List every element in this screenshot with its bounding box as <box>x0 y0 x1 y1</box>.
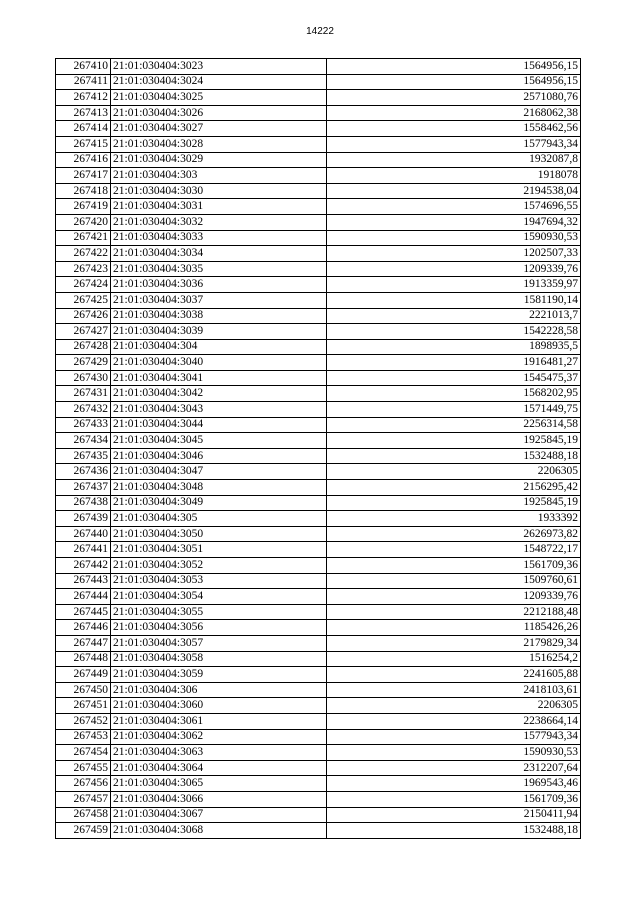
registry-table-body <box>56 59 581 839</box>
value-cell: 1558462,56 <box>327 121 581 137</box>
value-cell: 1571449,75 <box>327 402 581 418</box>
value-cell: 1561709,36 <box>327 791 581 807</box>
table-row <box>56 480 581 496</box>
value-cell: 1542228,58 <box>327 324 581 340</box>
cadastral-number-cell: 21:01:030404:3040 <box>111 355 327 371</box>
value-cell: 1916481,27 <box>327 355 581 371</box>
value-cell: 1568202,95 <box>327 386 581 402</box>
value-cell: 1209339,76 <box>327 261 581 277</box>
value-cell: 2418103,61 <box>327 682 581 698</box>
value-cell: 1545475,37 <box>327 370 581 386</box>
table-row <box>56 59 581 75</box>
row-number-cell: 267424 <box>56 277 111 293</box>
row-number-cell: 267426 <box>56 308 111 324</box>
cadastral-number-cell: 21:01:030404:3031 <box>111 199 327 215</box>
table-row <box>56 807 581 823</box>
value-cell: 2150411,94 <box>327 807 581 823</box>
cadastral-number-cell: 21:01:030404:3044 <box>111 417 327 433</box>
value-cell: 1581190,14 <box>327 292 581 308</box>
value-cell: 1577943,34 <box>327 136 581 152</box>
cadastral-number-cell: 21:01:030404:306 <box>111 682 327 698</box>
cadastral-number-cell: 21:01:030404:3030 <box>111 183 327 199</box>
row-number-cell: 267457 <box>56 791 111 807</box>
row-number-cell: 267418 <box>56 183 111 199</box>
table-row <box>56 324 581 340</box>
row-number-cell: 267441 <box>56 542 111 558</box>
value-cell: 2212188,48 <box>327 604 581 620</box>
table-row <box>56 105 581 121</box>
cadastral-number-cell: 21:01:030404:3048 <box>111 480 327 496</box>
value-cell: 2156295,42 <box>327 480 581 496</box>
table-row <box>56 152 581 168</box>
table-row <box>56 214 581 230</box>
row-number-cell: 267440 <box>56 526 111 542</box>
value-cell: 2221013,7 <box>327 308 581 324</box>
cadastral-number-cell: 21:01:030404:3053 <box>111 573 327 589</box>
row-number-cell: 267438 <box>56 495 111 511</box>
row-number-cell: 267416 <box>56 152 111 168</box>
row-number-cell: 267443 <box>56 573 111 589</box>
table-row <box>56 589 581 605</box>
value-cell: 1947694,32 <box>327 214 581 230</box>
value-cell: 1590930,53 <box>327 745 581 761</box>
table-row <box>56 698 581 714</box>
cadastral-number-cell: 21:01:030404:3058 <box>111 651 327 667</box>
cadastral-number-cell: 21:01:030404:3029 <box>111 152 327 168</box>
value-cell: 1898935,5 <box>327 339 581 355</box>
row-number-cell: 267442 <box>56 558 111 574</box>
cadastral-number-cell: 21:01:030404:3045 <box>111 433 327 449</box>
table-row <box>56 90 581 106</box>
table-row <box>56 729 581 745</box>
cadastral-number-cell: 21:01:030404:303 <box>111 168 327 184</box>
cadastral-number-cell: 21:01:030404:3037 <box>111 292 327 308</box>
table-row <box>56 121 581 137</box>
table-row <box>56 339 581 355</box>
value-cell: 2241605,88 <box>327 667 581 683</box>
row-number-cell: 267429 <box>56 355 111 371</box>
cadastral-number-cell: 21:01:030404:3057 <box>111 635 327 651</box>
value-cell: 2179829,34 <box>327 635 581 651</box>
table-row <box>56 526 581 542</box>
cadastral-number-cell: 21:01:030404:3028 <box>111 136 327 152</box>
row-number-cell: 267433 <box>56 417 111 433</box>
table-row <box>56 386 581 402</box>
row-number-cell: 267420 <box>56 214 111 230</box>
table-row <box>56 433 581 449</box>
cadastral-number-cell: 21:01:030404:3042 <box>111 386 327 402</box>
value-cell: 1561709,36 <box>327 558 581 574</box>
cadastral-number-cell: 21:01:030404:3061 <box>111 713 327 729</box>
row-number-cell: 267411 <box>56 74 111 90</box>
table-row <box>56 402 581 418</box>
table-row <box>56 74 581 90</box>
value-cell: 1532488,18 <box>327 823 581 839</box>
value-cell: 1574696,55 <box>327 199 581 215</box>
row-number-cell: 267458 <box>56 807 111 823</box>
value-cell: 1532488,18 <box>327 448 581 464</box>
value-cell: 1202507,33 <box>327 246 581 262</box>
cadastral-number-cell: 21:01:030404:3068 <box>111 823 327 839</box>
cadastral-number-cell: 21:01:030404:3054 <box>111 589 327 605</box>
value-cell: 1209339,76 <box>327 589 581 605</box>
row-number-cell: 267459 <box>56 823 111 839</box>
row-number-cell: 267421 <box>56 230 111 246</box>
table-row <box>56 261 581 277</box>
table-row <box>56 495 581 511</box>
row-number-cell: 267451 <box>56 698 111 714</box>
table-row <box>56 745 581 761</box>
table-row <box>56 667 581 683</box>
value-cell: 2168062,38 <box>327 105 581 121</box>
value-cell: 1548722,17 <box>327 542 581 558</box>
row-number-cell: 267412 <box>56 90 111 106</box>
table-row <box>56 791 581 807</box>
row-number-cell: 267419 <box>56 199 111 215</box>
table-row <box>56 558 581 574</box>
row-number-cell: 267435 <box>56 448 111 464</box>
row-number-cell: 267439 <box>56 511 111 527</box>
table-row <box>56 417 581 433</box>
cadastral-number-cell: 21:01:030404:3065 <box>111 776 327 792</box>
value-cell: 1932087,8 <box>327 152 581 168</box>
value-cell: 1516254,2 <box>327 651 581 667</box>
registry-table <box>55 58 581 839</box>
row-number-cell: 267414 <box>56 121 111 137</box>
row-number-cell: 267415 <box>56 136 111 152</box>
table-row <box>56 183 581 199</box>
cadastral-number-cell: 21:01:030404:3056 <box>111 620 327 636</box>
value-cell: 1185426,26 <box>327 620 581 636</box>
table-row <box>56 620 581 636</box>
value-cell: 2194538,04 <box>327 183 581 199</box>
table-row <box>56 651 581 667</box>
cadastral-number-cell: 21:01:030404:3051 <box>111 542 327 558</box>
cadastral-number-cell: 21:01:030404:3063 <box>111 745 327 761</box>
row-number-cell: 267454 <box>56 745 111 761</box>
row-number-cell: 267445 <box>56 604 111 620</box>
row-number-cell: 267453 <box>56 729 111 745</box>
row-number-cell: 267434 <box>56 433 111 449</box>
table-row <box>56 230 581 246</box>
row-number-cell: 267432 <box>56 402 111 418</box>
cadastral-number-cell: 21:01:030404:304 <box>111 339 327 355</box>
cadastral-number-cell: 21:01:030404:3036 <box>111 277 327 293</box>
row-number-cell: 267452 <box>56 713 111 729</box>
cadastral-number-cell: 21:01:030404:3024 <box>111 74 327 90</box>
cadastral-number-cell: 21:01:030404:3026 <box>111 105 327 121</box>
cadastral-number-cell: 21:01:030404:3038 <box>111 308 327 324</box>
value-cell: 1913359,97 <box>327 277 581 293</box>
value-cell: 2256314,58 <box>327 417 581 433</box>
value-cell: 1590930,53 <box>327 230 581 246</box>
row-number-cell: 267413 <box>56 105 111 121</box>
table-row <box>56 355 581 371</box>
row-number-cell: 267428 <box>56 339 111 355</box>
table-row <box>56 292 581 308</box>
table-row <box>56 682 581 698</box>
table-row <box>56 573 581 589</box>
cadastral-number-cell: 21:01:030404:3050 <box>111 526 327 542</box>
row-number-cell: 267430 <box>56 370 111 386</box>
row-number-cell: 267423 <box>56 261 111 277</box>
row-number-cell: 267436 <box>56 464 111 480</box>
cadastral-number-cell: 21:01:030404:3025 <box>111 90 327 106</box>
value-cell: 1577943,34 <box>327 729 581 745</box>
table-row <box>56 823 581 839</box>
row-number-cell: 267450 <box>56 682 111 698</box>
table-row <box>56 542 581 558</box>
cadastral-number-cell: 21:01:030404:305 <box>111 511 327 527</box>
value-cell: 1509760,61 <box>327 573 581 589</box>
table-row <box>56 448 581 464</box>
cadastral-number-cell: 21:01:030404:3062 <box>111 729 327 745</box>
table-row <box>56 511 581 527</box>
cadastral-number-cell: 21:01:030404:3033 <box>111 230 327 246</box>
value-cell: 1564956,15 <box>327 59 581 75</box>
cadastral-number-cell: 21:01:030404:3059 <box>111 667 327 683</box>
row-number-cell: 267456 <box>56 776 111 792</box>
cadastral-number-cell: 21:01:030404:3027 <box>111 121 327 137</box>
cadastral-number-cell: 21:01:030404:3039 <box>111 324 327 340</box>
table-row <box>56 464 581 480</box>
value-cell: 2206305 <box>327 464 581 480</box>
cadastral-number-cell: 21:01:030404:3049 <box>111 495 327 511</box>
table-row <box>56 370 581 386</box>
row-number-cell: 267417 <box>56 168 111 184</box>
value-cell: 2238664,14 <box>327 713 581 729</box>
row-number-cell: 267444 <box>56 589 111 605</box>
row-number-cell: 267410 <box>56 59 111 75</box>
table-row <box>56 168 581 184</box>
row-number-cell: 267449 <box>56 667 111 683</box>
value-cell: 1918078 <box>327 168 581 184</box>
cadastral-number-cell: 21:01:030404:3032 <box>111 214 327 230</box>
cadastral-number-cell: 21:01:030404:3064 <box>111 760 327 776</box>
row-number-cell: 267431 <box>56 386 111 402</box>
value-cell: 2206305 <box>327 698 581 714</box>
row-number-cell: 267437 <box>56 480 111 496</box>
value-cell: 1564956,15 <box>327 74 581 90</box>
row-number-cell: 267425 <box>56 292 111 308</box>
table-row <box>56 776 581 792</box>
table-row <box>56 635 581 651</box>
cadastral-number-cell: 21:01:030404:3047 <box>111 464 327 480</box>
cadastral-number-cell: 21:01:030404:3043 <box>111 402 327 418</box>
value-cell: 2312207,64 <box>327 760 581 776</box>
cadastral-number-cell: 21:01:030404:3067 <box>111 807 327 823</box>
value-cell: 1969543,46 <box>327 776 581 792</box>
value-cell: 1933392 <box>327 511 581 527</box>
row-number-cell: 267455 <box>56 760 111 776</box>
value-cell: 1925845,19 <box>327 433 581 449</box>
table-row <box>56 277 581 293</box>
cadastral-number-cell: 21:01:030404:3052 <box>111 558 327 574</box>
value-cell: 2571080,76 <box>327 90 581 106</box>
table-row <box>56 760 581 776</box>
cadastral-number-cell: 21:01:030404:3066 <box>111 791 327 807</box>
table-row <box>56 604 581 620</box>
table-row <box>56 246 581 262</box>
table-row <box>56 308 581 324</box>
cadastral-number-cell: 21:01:030404:3041 <box>111 370 327 386</box>
value-cell: 2626973,82 <box>327 526 581 542</box>
table-row <box>56 199 581 215</box>
table-row <box>56 713 581 729</box>
row-number-cell: 267447 <box>56 635 111 651</box>
value-cell: 1925845,19 <box>327 495 581 511</box>
cadastral-number-cell: 21:01:030404:3035 <box>111 261 327 277</box>
cadastral-number-cell: 21:01:030404:3023 <box>111 59 327 75</box>
row-number-cell: 267448 <box>56 651 111 667</box>
cadastral-number-cell: 21:01:030404:3046 <box>111 448 327 464</box>
row-number-cell: 267422 <box>56 246 111 262</box>
table-row <box>56 136 581 152</box>
page-number: 14222 <box>306 26 334 37</box>
row-number-cell: 267446 <box>56 620 111 636</box>
row-number-cell: 267427 <box>56 324 111 340</box>
cadastral-number-cell: 21:01:030404:3060 <box>111 698 327 714</box>
cadastral-number-cell: 21:01:030404:3034 <box>111 246 327 262</box>
cadastral-number-cell: 21:01:030404:3055 <box>111 604 327 620</box>
